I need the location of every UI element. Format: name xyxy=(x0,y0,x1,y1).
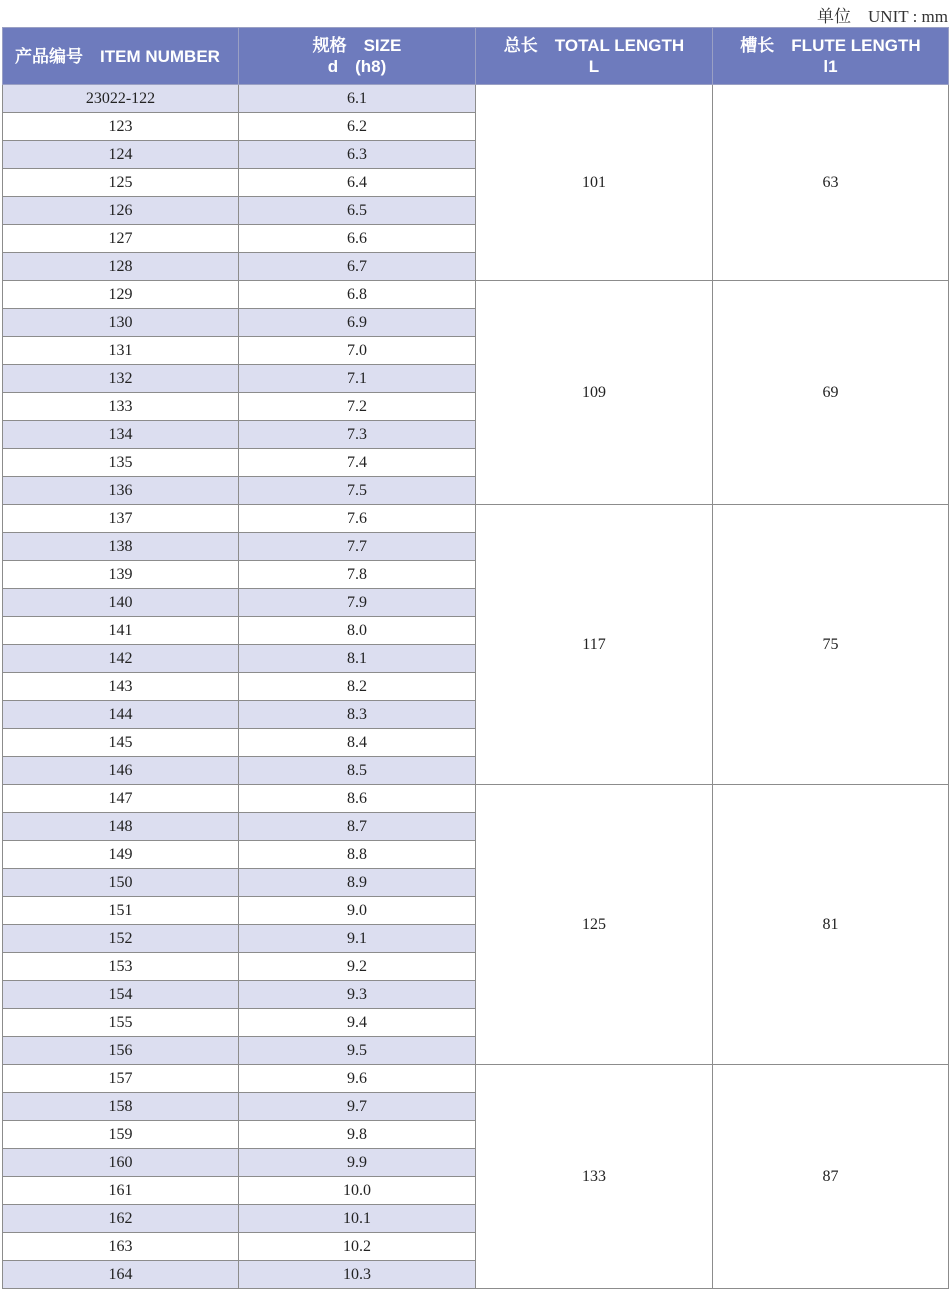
item-number-cell: 138 xyxy=(3,533,239,561)
size-cell: 9.3 xyxy=(239,981,476,1009)
unit-label: 单位 UNIT : mm xyxy=(817,7,948,26)
size-cell: 9.4 xyxy=(239,1009,476,1037)
item-number-cell: 131 xyxy=(3,337,239,365)
size-cell: 6.2 xyxy=(239,113,476,141)
size-cell: 6.5 xyxy=(239,197,476,225)
item-number-cell: 158 xyxy=(3,1093,239,1121)
header-item-number: 产品编号 ITEM NUMBER xyxy=(3,28,239,85)
size-cell: 8.7 xyxy=(239,813,476,841)
table-row xyxy=(3,785,949,813)
size-cell: 9.7 xyxy=(239,1093,476,1121)
header-row xyxy=(3,28,949,85)
flute-length-cell: 69 xyxy=(713,281,949,505)
item-number-cell: 157 xyxy=(3,1065,239,1093)
flute-length-cell: 75 xyxy=(713,505,949,785)
table-row xyxy=(3,281,949,309)
table-body xyxy=(3,85,949,1289)
item-number-cell: 139 xyxy=(3,561,239,589)
size-cell: 7.2 xyxy=(239,393,476,421)
item-number-cell: 149 xyxy=(3,841,239,869)
item-number-cell: 159 xyxy=(3,1121,239,1149)
item-number-cell: 147 xyxy=(3,785,239,813)
item-number-cell: 154 xyxy=(3,981,239,1009)
size-cell: 7.0 xyxy=(239,337,476,365)
item-number-cell: 129 xyxy=(3,281,239,309)
item-number-cell: 140 xyxy=(3,589,239,617)
item-number-cell: 133 xyxy=(3,393,239,421)
size-cell: 9.1 xyxy=(239,925,476,953)
total-length-cell: 109 xyxy=(476,281,713,505)
item-number-cell: 155 xyxy=(3,1009,239,1037)
size-cell: 8.3 xyxy=(239,701,476,729)
item-number-cell: 126 xyxy=(3,197,239,225)
total-length-cell: 133 xyxy=(476,1065,713,1289)
size-cell: 8.5 xyxy=(239,757,476,785)
total-length-cell: 125 xyxy=(476,785,713,1065)
item-number-cell: 134 xyxy=(3,421,239,449)
item-number-cell: 124 xyxy=(3,141,239,169)
size-cell: 8.6 xyxy=(239,785,476,813)
size-cell: 6.8 xyxy=(239,281,476,309)
item-number-cell: 144 xyxy=(3,701,239,729)
item-number-cell: 132 xyxy=(3,365,239,393)
size-cell: 7.9 xyxy=(239,589,476,617)
item-number-cell: 137 xyxy=(3,505,239,533)
item-number-cell: 162 xyxy=(3,1205,239,1233)
size-cell: 6.1 xyxy=(239,85,476,113)
item-number-cell: 153 xyxy=(3,953,239,981)
header-size-line1: 规格 SIZE xyxy=(312,36,402,55)
item-number-cell: 156 xyxy=(3,1037,239,1065)
size-cell: 10.3 xyxy=(239,1261,476,1289)
item-number-cell: 161 xyxy=(3,1177,239,1205)
item-number-cell: 23022-122 xyxy=(3,85,239,113)
total-length-cell: 117 xyxy=(476,505,713,785)
header-flute-length-line2: l1 xyxy=(823,57,838,76)
size-cell: 10.1 xyxy=(239,1205,476,1233)
size-cell: 10.0 xyxy=(239,1177,476,1205)
item-number-cell: 141 xyxy=(3,617,239,645)
size-cell: 8.8 xyxy=(239,841,476,869)
item-number-cell: 146 xyxy=(3,757,239,785)
size-cell: 9.8 xyxy=(239,1121,476,1149)
size-cell: 8.0 xyxy=(239,617,476,645)
size-cell: 7.5 xyxy=(239,477,476,505)
size-cell: 9.0 xyxy=(239,897,476,925)
header-flute-length-line1: 槽长 FLUTE LENGTH xyxy=(740,36,921,55)
item-number-cell: 164 xyxy=(3,1261,239,1289)
flute-length-cell: 87 xyxy=(713,1065,949,1289)
size-cell: 10.2 xyxy=(239,1233,476,1261)
header-size xyxy=(239,28,476,85)
item-number-cell: 160 xyxy=(3,1149,239,1177)
size-cell: 6.6 xyxy=(239,225,476,253)
flute-length-cell: 63 xyxy=(713,85,949,281)
item-number-cell: 123 xyxy=(3,113,239,141)
spec-table xyxy=(2,27,949,1289)
size-cell: 7.6 xyxy=(239,505,476,533)
size-cell: 9.6 xyxy=(239,1065,476,1093)
item-number-cell: 145 xyxy=(3,729,239,757)
item-number-cell: 143 xyxy=(3,673,239,701)
item-number-cell: 152 xyxy=(3,925,239,953)
table-row xyxy=(3,505,949,533)
flute-length-cell: 81 xyxy=(713,785,949,1065)
size-cell: 7.3 xyxy=(239,421,476,449)
item-number-cell: 151 xyxy=(3,897,239,925)
table-row xyxy=(3,85,949,113)
item-number-cell: 127 xyxy=(3,225,239,253)
item-number-cell: 130 xyxy=(3,309,239,337)
size-cell: 7.8 xyxy=(239,561,476,589)
size-cell: 9.5 xyxy=(239,1037,476,1065)
size-cell: 6.4 xyxy=(239,169,476,197)
item-number-cell: 128 xyxy=(3,253,239,281)
size-cell: 6.9 xyxy=(239,309,476,337)
size-cell: 6.3 xyxy=(239,141,476,169)
size-cell: 8.1 xyxy=(239,645,476,673)
size-cell: 7.4 xyxy=(239,449,476,477)
size-cell: 9.2 xyxy=(239,953,476,981)
header-total-length-line1: 总长 TOTAL LENGTH xyxy=(503,36,685,55)
item-number-cell: 163 xyxy=(3,1233,239,1261)
size-cell: 9.9 xyxy=(239,1149,476,1177)
size-cell: 7.7 xyxy=(239,533,476,561)
item-number-cell: 150 xyxy=(3,869,239,897)
item-number-cell: 125 xyxy=(3,169,239,197)
table-row xyxy=(3,1065,949,1093)
item-number-cell: 148 xyxy=(3,813,239,841)
header-total-length xyxy=(476,28,713,85)
header-flute-length xyxy=(713,28,949,85)
item-number-cell: 136 xyxy=(3,477,239,505)
total-length-cell: 101 xyxy=(476,85,713,281)
item-number-cell: 135 xyxy=(3,449,239,477)
size-cell: 7.1 xyxy=(239,365,476,393)
header-total-length-line2: L xyxy=(588,57,600,76)
size-cell: 8.4 xyxy=(239,729,476,757)
size-cell: 8.9 xyxy=(239,869,476,897)
size-cell: 6.7 xyxy=(239,253,476,281)
item-number-cell: 142 xyxy=(3,645,239,673)
size-cell: 8.2 xyxy=(239,673,476,701)
header-size-line2: d (h8) xyxy=(327,57,387,76)
